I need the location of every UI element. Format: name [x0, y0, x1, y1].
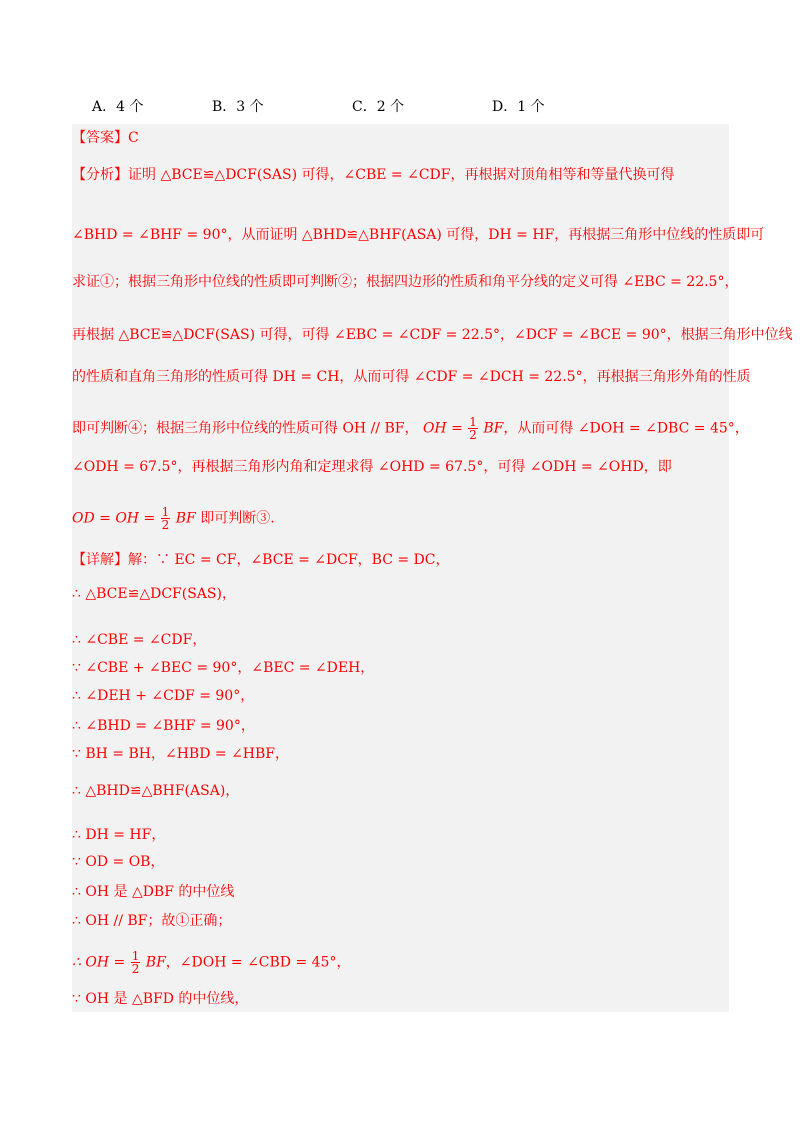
option-c: C．2 个: [352, 99, 405, 115]
analysis-line-8: OD = OH = $\frac{1}{2}$ BF 即可判断③.: [72, 505, 275, 532]
option-d: D．1 个: [492, 99, 545, 115]
answer-label: 【答案】: [72, 130, 128, 146]
analysis-line-3: 求证①；根据三角形中位线的性质即可判断②；根据四边形的性质和角平分线的定义可得 ∠EBC = 22.5°，: [72, 274, 739, 290]
detail-line-11: ∴ OH 是 △DBF 的中位线: [72, 884, 235, 900]
fraction-one-half: $\frac{1}{2}$: [469, 415, 477, 442]
analysis-line-7: ∠ODH = 67.5°，再根据三角形内角和定理求得 ∠OHD = 67.5°，可得 ∠ODH = ∠OHD，即: [72, 459, 672, 475]
solution-panel: [72, 124, 793, 1012]
detail-line-3: ∴ ∠CBE = ∠CDF，: [72, 632, 207, 648]
analysis-label: 【分析】: [72, 167, 128, 183]
detail-line-7: ∵ BH = BH，∠HBD = ∠HBF，: [72, 746, 290, 762]
detail-line-8: ∴ △BHD≌△BHF(ASA)，: [72, 783, 240, 799]
option-a: A．4 个: [92, 99, 144, 115]
detail-line-5: ∴ ∠DEH + ∠CDF = 90°，: [72, 688, 255, 704]
detail-line-9: ∴ DH = HF，: [72, 827, 166, 843]
analysis-line-5: 的性质和直角三角形的性质可得 DH = CH，从而可得 ∠CDF = ∠DCH = 22.5°，再根据三角形外角的性质: [72, 369, 751, 385]
detail-line-13: ∴ OH = $\frac{1}{2}$ BF，∠DOH = ∠CBD = 45°，: [72, 949, 351, 976]
option-b: B．3 个: [212, 99, 264, 115]
answer-line: [72, 127, 729, 149]
detail-line-12: ∴ OH // BF；故①正确；: [72, 913, 232, 929]
detail-line-10: ∵ OD = OB，: [72, 854, 165, 870]
analysis-line-2: ∠BHD = ∠BHF = 90°，从而证明 △BHD≌△BHF(ASA) 可得，DH = HF，再根据三角形中位线的性质即可: [72, 227, 765, 243]
answer-options: [92, 96, 732, 118]
detail-line-6: ∴ ∠BHD = ∠BHF = 90°，: [72, 718, 255, 734]
analysis-line-6: 即可判断④；根据三角形中位线的性质可得 OH // BF， OH = $\frac{1}{2}$ BF，从而可得 ∠DOH = ∠DBC = 45°，: [72, 415, 749, 442]
detail-label: 【详解】: [72, 552, 128, 568]
fraction-one-half: $\frac{1}{2}$: [161, 505, 170, 532]
detail-line-4: ∵ ∠CBE + ∠BEC = 90°，∠BEC = ∠DEH，: [72, 660, 375, 676]
detail-line-2: ∴ △BCE≌△DCF(SAS)，: [72, 586, 236, 602]
answer-value: C: [128, 130, 139, 146]
analysis-line-1: 【分析】证明 △BCE≌△DCF(SAS) 可得，∠CBE = ∠CDF，再根据对顶角相等和等量代换可得: [72, 167, 675, 183]
detail-line-1: 【详解】解：∵ EC = CF，∠BCE = ∠DCF，BC = DC，: [72, 552, 450, 568]
detail-line-14: ∵ OH 是 △BFD 的中位线，: [72, 991, 249, 1007]
analysis-line-4: 再根据 △BCE≌△DCF(SAS) 可得，可得 ∠EBC = ∠CDF = 22.5°，∠DCF = ∠BCE = 90°，根据三角形中位线: [72, 327, 793, 343]
fraction-one-half: $\frac{1}{2}$: [131, 949, 140, 976]
